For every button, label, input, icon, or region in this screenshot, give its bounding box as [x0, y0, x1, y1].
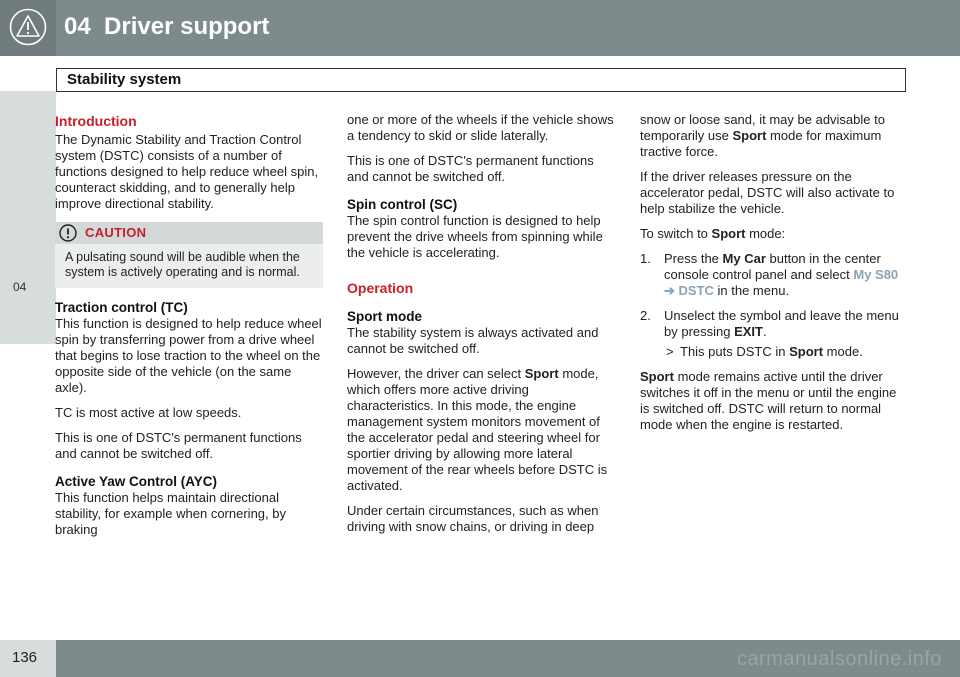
sport-mode-heading: Sport mode: [347, 309, 423, 324]
page-number: 136: [12, 649, 38, 666]
step-1: 1. Press the My Car button in the center console control panel and select My S80 ➔ DSTC in the menu.: [640, 251, 899, 298]
step-2-number: 2.: [640, 308, 651, 323]
spin-control-text: The spin control function is designed to help prevent the drive wheels from spinning while the vehicle is accelerating.: [347, 213, 603, 260]
sidebar-chapter-tab: [0, 91, 56, 344]
chapter-header: [0, 0, 960, 56]
step-1-number: 1.: [640, 251, 651, 266]
traction-control-heading: Traction control (TC): [55, 300, 188, 315]
traction-control-text: This function is designed to help reduce wheel spin by transferring power from a drive wheel that begins to lose traction to the wheel on the opposite side of the vehicle (on the same axle).: [55, 316, 322, 395]
instruction-steps: [640, 251, 908, 360]
arrow-right-icon: ➔: [664, 283, 679, 298]
introduction-heading: Introduction: [55, 113, 137, 129]
introduction-text: The Dynamic Stability and Traction Control system (DSTC) consists of a number of functions designed to help reduce wheel spin, counteract skidding, and to generally help improve directional stability.: [55, 132, 319, 211]
caution-box: [55, 222, 323, 288]
column-2: [347, 112, 615, 544]
sidebar-tab-number: 04: [13, 280, 27, 294]
step-2-result: > This puts DSTC in Sport mode.: [666, 344, 863, 359]
chapter-name: Driver support: [104, 13, 270, 40]
chapter-title: [64, 12, 269, 42]
exit-button-label: EXIT: [734, 324, 763, 339]
exclamation-icon: [59, 224, 77, 242]
operation-heading: Operation: [347, 280, 414, 296]
sport-mode-text-2: However, the driver can select Sport mode, which offers more active driving characteristics. In this mode, the engine management system monitors movement of the accelerator pedal and steering wheel for sportier driving by allowing more lateral movement of the rear wheels before DSTC is activated.: [347, 366, 608, 493]
column-3: [640, 112, 908, 442]
menu-item-dstc: DSTC: [678, 283, 714, 298]
my-car-button-label: My Car: [722, 251, 766, 266]
spin-control-heading: Spin control (SC): [347, 197, 458, 212]
column-1: [55, 112, 323, 547]
watermark: carmanualsonline.info: [736, 648, 942, 670]
sport-mode-active-text: Sport mode remains active until the driver switches it off in the menu or until the engine is switched off. DSTC will return to normal mode when the engine is restarted.: [640, 369, 897, 432]
section-bar: [56, 68, 906, 92]
active-yaw-control-heading: Active Yaw Control (AYC): [55, 474, 218, 489]
step-2: 2. Unselect the symbol and leave the menu by pressing EXIT. > This puts DSTC in Sport mode.: [640, 308, 908, 360]
switch-intro-text: To switch to Sport mode:: [640, 226, 786, 241]
ayc-continued-text: one or more of the wheels if the vehicle shows a tendency to skid or slide laterally.: [347, 112, 614, 143]
section-title: Stability system: [67, 71, 182, 88]
sport-mode-text: The stability system is always activated and cannot be switched off.: [347, 325, 599, 356]
caution-text: A pulsating sound will be audible when the system is actively operating and is normal.: [65, 250, 300, 279]
caution-title: CAUTION: [85, 225, 147, 240]
warning-badge: [0, 0, 56, 56]
page-number-box: [0, 640, 56, 677]
result-marker: >: [666, 344, 674, 359]
traction-control-text-3: This is one of DSTC's permanent functions and cannot be switched off.: [55, 430, 302, 461]
traction-control-text-2: TC is most active at low speeds.: [55, 405, 242, 420]
chapter-number: 04: [64, 13, 91, 40]
active-yaw-control-text: This function helps maintain directional stability, for example when cornering, by braking: [55, 490, 286, 537]
ayc-permanent-text: This is one of DSTC's permanent functions and cannot be switched off.: [347, 153, 594, 184]
snow-sand-text: snow or loose sand, it may be advisable to temporarily use Sport mode for maximum tractive force.: [640, 112, 885, 159]
caution-header: [55, 222, 323, 244]
warning-triangle-icon: [9, 8, 47, 46]
menu-item-my-s80: My S80: [853, 267, 899, 282]
page-footer: [0, 640, 960, 677]
accelerator-text: If the driver releases pressure on the accelerator pedal, DSTC will also activate to help stabilize the vehicle.: [640, 169, 895, 216]
sport-mode-text-3: Under certain circumstances, such as when driving with snow chains, or driving in deep: [347, 503, 599, 534]
